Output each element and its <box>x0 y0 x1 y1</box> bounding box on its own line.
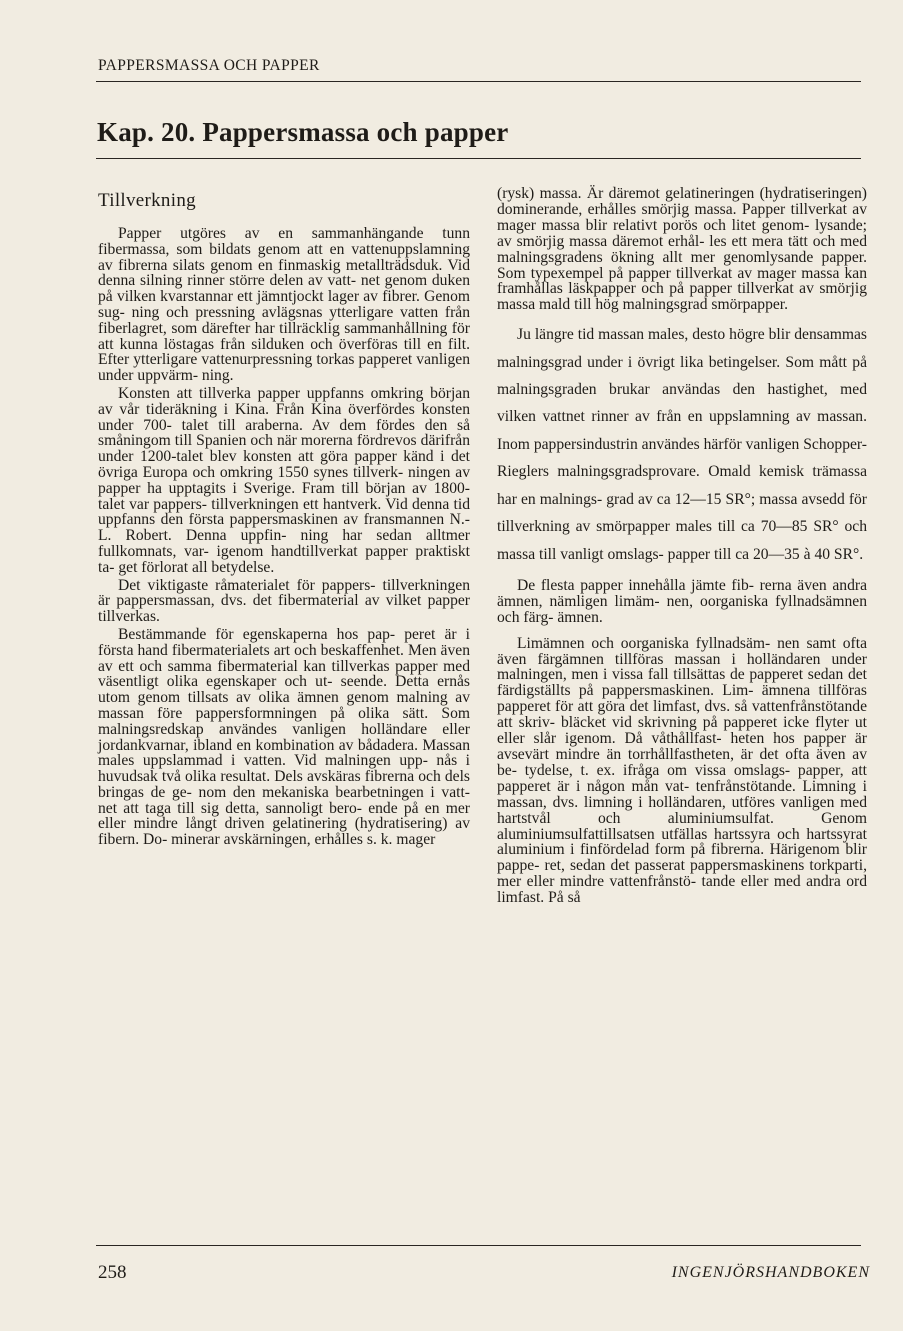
paragraph: Ju längre tid massan males, desto högre blir densammas malningsgrad under i övrigt lika betingelser. Som mått på malningsgraden brukar användas den hastighet, med vilken vattnet rinner av från en uppslamning av massan. Inom pappersindustrin användes härför vanligen Schopper-Rieglers malningsgradsprovare. Omald kemisk trämassa har en malnings- grad av ca 12—15 SR°; massa avsedd för tillverkning av smörpapper males till ca 70—85 SR° och massa till vanligt omslags- papper till ca 20—35 à 40 SR°. <box>497 326 867 563</box>
paragraph: Bestämmande för egenskaperna hos pap- peret är i första hand fibermaterialets art och beskaffenhet. Men även av ett och samma fibermaterial kan tillverkas papper med väsentligt olika egenskaper och ut- seende. Detta ernås utom genom tillsats av olika ämnen genom malning av massan före pappersformningen på olika sätt. Som malningsredskap användes vanligen holländare eller jordankvarnar, ibland en kombination av bådadera. Massan males uppslammad i vatten. Vid malningen upp- nås i huvudsak två olika resultat. Dels avskäras fibrerna och dels bringas de ge- nom den mekaniska bearbetningen i vatt- net att taga till sig detta, sannoligt bero- ende på en mer eller mindre långt driven gelatinering (hydratisering) av fibern. Do- minerar avskärningen, erhålles s. k. mager <box>98 625 470 849</box>
paragraph: Det viktigaste råmaterialet för pappers- tillverkningen är pappersmassan, dvs. det fibermaterial av vilket papper tillverkas. <box>98 576 470 626</box>
book-title: INGENJÖRSHANDBOKEN <box>671 1264 870 1281</box>
paragraph: Konsten att tillverka papper uppfanns omkring början av vår tideräkning i Kina. Från Kina överfördes konsten under 700- talet till araberna. Av dem fördes den så småningom till Spanien och när morerna fördrevos därifrån under 1200-talet blev konsten att göra papper känd i det övriga Europa och omkring 1550 synes tillverk- ningen av papper ha upptagits i Sverige. Fram till början av 1800-talet var pappers- tillverkningen ett hantverk. Vid denna tid uppfanns den första pappersmaskinen av fransmannen N.-L. Robert. Denna uppfin- ning har sedan alltmer fullkomnats, var- igenom handtillverkat papper praktiskt ta- get förlorat all betydelse. <box>98 384 470 576</box>
bottom-rule <box>96 1245 861 1246</box>
left-column <box>98 190 470 848</box>
chapter-title: Kap. 20. Pappersmassa och papper <box>97 117 509 147</box>
page-number: 258 <box>98 1262 127 1283</box>
right-column <box>497 186 867 906</box>
top-rule <box>96 81 861 82</box>
running-head: PAPPERSMASSA OCH PAPPER <box>98 57 320 74</box>
paragraph: (rysk) massa. Är däremot gelatineringen (hydratiseringen) dominerande, erhålles smörjig massa. Papper tillverkat av mager massa blir relativt porös och litet genom- lysande; av smörjig massa däremot erhål- les ett mera tätt och med malningsgradens ökning allt mer genomlysande papper. Som typexempel på papper tillverkat av mager massa kan framhållas läskpapper och på papper tillverkat av smörjig massa mald till hög malningsgrad smörpapper. <box>497 185 867 314</box>
paragraph: Limämnen och oorganiska fyllnadsäm- nen samt ofta även färgämnen tillföras massan i holländaren under malningen, men i vissa fall tillsättas de papperet sedan det färdigställts på pappersmaskinen. Lim- ämnena tillföras papperet för att göra det limfast, dvs. så vattenfrånstötande att skriv- bläcket vid skrivning på papperet icke flyter ut eller slår igenom. Då våthållfast- heten hos papper är avsevärt mindre än torrhållfastheten, är det ofta även av be- tydelse, t. ex. ifråga om vissa omslags- papper, att papperet är i någon mån vat- tenfrånstötande. Limning i massan, dvs. limning i holländaren, utföres vanligen med hartstvål och aluminiumsulfat. Genom aluminiumsulfattillsatsen utfällas hartssyra och hartssyrat aluminium i finfördelad form på fibrerna. Härigenom blir pappe- ret, sedan det passerat pappersmaskinens torkparti, mer eller mindre vattenfrånstö- tande eller med andra ord limfast. På så <box>497 634 867 907</box>
chapter-rule <box>96 158 861 159</box>
paragraph: Papper utgöres av en sammanhängande tunn fibermassa, som bildats genom att en vattenuppslamning av fibrerna silats genom en finmaskig metallträdsduk. Vid denna silning rinner större delen av vatt- net genom duken på vilken kvarstannar ett jämntjockt lager av fibrer. Genom sug- ning och pressning avlägsnas ytterligare vatten från fiberlagret, som därefter har tillräcklig sammanhållning för att kunna löstagas från silduken och överföras till en filt. Efter ytterligare vattenurpressning torkas papperet vanligen under uppvärm- ning. <box>98 225 470 385</box>
section-heading: Tillverkning <box>98 190 196 211</box>
paragraph: De flesta papper innehålla jämte fib- rerna även andra ämnen, nämligen limäm- nen, oorganiska fyllnadsämnen och färg- ämnen. <box>497 576 867 626</box>
